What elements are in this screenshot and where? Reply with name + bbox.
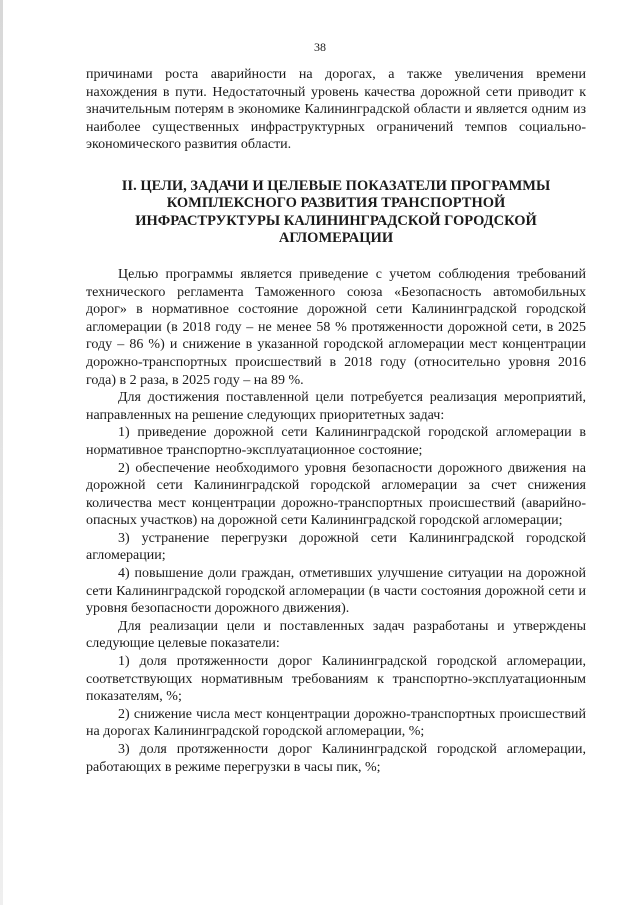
task-item: 3) устранение перегрузки дорожной сети Калининградской городской агломерации;: [86, 530, 586, 564]
indicator-item: 1) доля протяженности дорог Калининградской городской агломерации, соответствующих нормативным требованиям к транспортно-эксплуатационным показателям, %;: [86, 654, 586, 705]
task-item: 4) повышение доли граждан, отметивших улучшение ситуации на дорожной сети Калининградской городской агломерации (в части состояния дорожной сети и уровня безопасности дорожного движения).: [86, 566, 586, 617]
goal-paragraph: Целью программы является приведение с учетом соблюдения требований технического регламента Таможенного союза «Безопасность автомобильных дорог» в нормативное состояние дорожной сети Калининградской городской агломерации (в 2018 году – не менее 58 % протяженности дорожной сети, в 2025 году – 86 %) и снижение в указанной городской агломерации мест концентрации дорожно-транспортных происшествий в 2018 году (относительно уровня 2016 года) в 2 раза, в 2025 году – на 89 %.: [86, 266, 586, 388]
page-number: 38: [314, 40, 326, 54]
indicators-intro: Для реализации цели и поставленных задач разработаны и утверждены следующие целевые показатели:: [86, 618, 586, 652]
tasks-intro: Для достижения поставленной цели потребуется реализация мероприятий, направленных на решение следующих приоритетных задач:: [86, 390, 586, 423]
paragraph-continuation: причинами роста аварийности на дорогах, а также увеличения времени нахождения в пути. Недостаточный уровень качества дорожной сети приводит к значительным потерям в экономике Калининградской области и является одним из наиболее существенных инфраструктурных ограничений темпов социально-экономического развития области.: [86, 67, 586, 153]
task-item: 2) обеспечение необходимого уровня безопасности дорожного движения на дорожной сети Калининградской городской агломерации за счет снижения количества мест концентрации дорожно-транспортных происшествий (аварийно-опасных участков) на дорожной сети Калининградской городской агломерации;: [86, 460, 586, 529]
indicator-item: 2) снижение числа мест концентрации дорожно-транспортных происшествий на дорогах Калининградской городской агломерации, %;: [86, 706, 586, 740]
document-body: [86, 66, 586, 776]
indicator-item: 3) доля протяженности дорог Калининградской городской агломерации, работающих в режиме перегрузки в часы пик, %;: [86, 742, 586, 775]
scan-edge-shadow: [0, 0, 3, 905]
task-item: 1) приведение дорожной сети Калининградской городской агломерации в нормативное транспортно-эксплуатационное состояние;: [86, 425, 586, 458]
section-heading: II. ЦЕЛИ, ЗАДАЧИ И ЦЕЛЕВЫЕ ПОКАЗАТЕЛИ ПРОГРАММЫ КОМПЛЕКСНОГО РАЗВИТИЯ ТРАНСПОРТНОЙ ИНФРАСТРУКТУРЫ КАЛИНИНГРАДСКОЙ ГОРОДСКОЙ АГЛОМЕРАЦИИ: [121, 177, 551, 247]
